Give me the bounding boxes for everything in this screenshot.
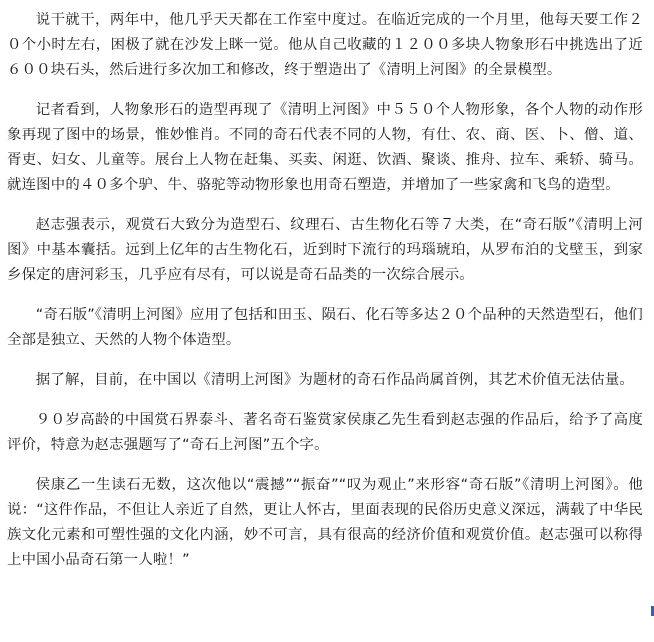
article-paragraph: “奇石版”《清明上河图》应用了包括和田玉、陨石、化石等多达２０个品种的天然造型石，他们全部是独立、天然的人物个体造型。	[7, 307, 643, 348]
article-paragraph: 据了解，目前，在中国以《清明上河图》为题材的奇石作品尚属首例，其艺术价值无法估量。	[35, 372, 635, 388]
article-paragraph: 赵志强表示，观赏石大致分为造型石、纹理石、古生物化石等７大类，在“奇石版”《清明上河图》中基本囊括。远到上亿年的古生物化石，近到时下流行的玛瑙琥珀，从罗布泊的戈壁玉，到家乡保定的唐河彩玉，几乎应有尽有，可以说是奇石品类的一次综合展示。	[7, 217, 643, 283]
article-paragraph: ９０岁高龄的中国赏石界泰斗、著名奇石鉴赏家侯康乙先生看到赵志强的作品后，给予了高度评价，特意为赵志强题写了“奇石上河图”五个字。	[7, 412, 643, 453]
article-body	[7, 8, 643, 588]
article-paragraph: 记者看到，人物象形石的造型再现了《清明上河图》中５５０个人物形象，各个人物的动作形象再现了图中的场景，惟妙惟肖。不同的奇石代表不同的人物，有仕、农、商、医、卜、僧、道、胥吏、妇女、儿童等。展台上人物在赶集、买卖、闲逛、饮酒、聚谈、推舟、拉车、乘轿、骑马。就连图中的４０多个驴、牛、骆驼等动物形象也用奇石塑造，并增加了一些家禽和飞鸟的造型。	[7, 102, 643, 193]
article-paragraph: 说干就干，两年中，他几乎天天都在工作室中度过。在临近完成的一个月里，他每天要工作２０个小时左右，困极了就在沙发上眯一觉。他从自己收藏的１２００多块人物象形石中挑选出了近６００块石头，然后进行多次加工和修改，终于塑造出了《清明上河图》的全景模型。	[7, 12, 643, 78]
article-paragraph: 侯康乙一生读石无数，这次他以“震撼”“振奋”“叹为观止”来形容“奇石版”《清明上河图》。他说：“这件作品，不但让人亲近了自然，更让人怀古，里面表现的民俗历史意义深远，满载了中华民族文化元素和可塑性强的文化内涵，妙不可言，具有很高的经济价值和观赏价值。赵志强可以称得上中国小品奇石第一人啦！”	[7, 477, 643, 568]
